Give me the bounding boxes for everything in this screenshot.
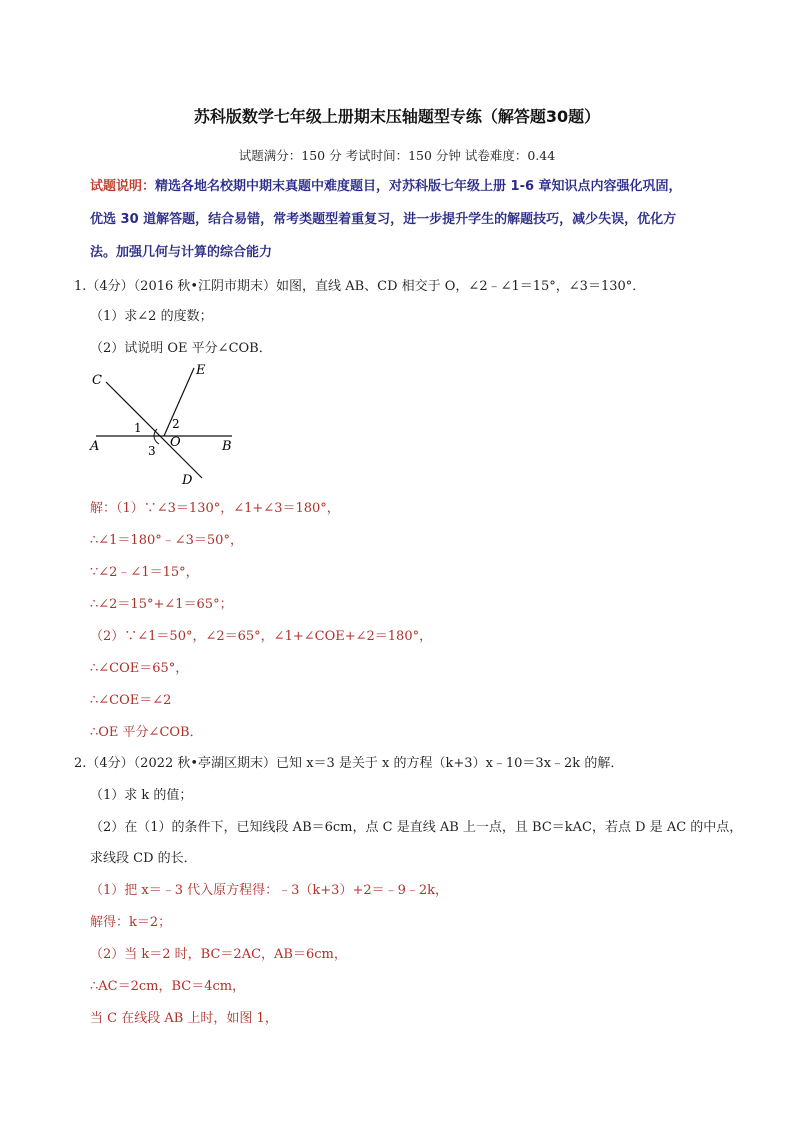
intro-line-1: 试题说明：精选各地名校期中期末真题中难度题目，对苏科版七年级上册 1-6 章知识点内容强化巩固， <box>90 179 682 194</box>
q2-answer-line: 当 C 在线段 AB 上时，如图 1， <box>90 1011 278 1026</box>
label-d: D <box>182 473 193 488</box>
q2-part1: （1）求 k 的值； <box>90 788 193 803</box>
q1-answer-line: ∴∠2＝15°+∠1＝65°； <box>90 597 233 612</box>
intro-line-3: 法。加强几何与计算的综合能力 <box>90 245 273 260</box>
document-title: 苏科版数学七年级上册期末压轴题型专练（解答题30题） <box>193 107 601 126</box>
q2-part2-cont: 求线段 CD 的长． <box>90 851 197 866</box>
q2-part2: （2）在（1）的条件下，已知线段 AB＝6cm，点 C 是直线 AB 上一点，且 BC＝kAC，若点 D 是 AC 的中点， <box>90 820 743 835</box>
q2-answer-line: ∴AC＝2cm，BC＝4cm， <box>90 979 246 994</box>
label-b: B <box>222 439 232 454</box>
q2-answer-line: （1）把 x＝﹣3 代入原方程得：﹣3（k+3）+2＝﹣9﹣2k， <box>90 883 449 898</box>
exam-intro <box>90 170 730 269</box>
q1-answer-line: ∴∠COE＝65°， <box>90 661 189 676</box>
q1-answer-line: 解：（1）∵∠3＝130°，∠1+∠3＝180°， <box>90 501 340 516</box>
angle-arc-3 <box>154 436 159 444</box>
intro-line-2: 优选 30 道解答题，结合易错，常考类题型着重复习，进一步提升学生的解题技巧，减少失误，优化方 <box>90 212 677 227</box>
label-1: 1 <box>134 421 142 435</box>
label-3: 3 <box>148 444 156 458</box>
q1-figure <box>84 360 244 490</box>
line-cd <box>106 382 202 478</box>
intro-label: 试题说明： <box>90 179 156 194</box>
exam-meta: 试题满分：150 分 考试时间：150 分钟 试卷难度：0.44 <box>238 148 556 163</box>
label-2: 2 <box>172 417 180 431</box>
label-c: C <box>92 373 102 388</box>
label-a: A <box>90 439 100 454</box>
q1-part1: （1）求∠2 的度数； <box>90 309 213 324</box>
q1-part2: （2）试说明 OE 平分∠COB． <box>90 341 272 356</box>
q1-answer-line: ∴OE 平分∠COB． <box>90 725 203 740</box>
q2-stem: 2.（4分）（2022 秋•亭湖区期末）已知 x＝3 是关于 x 的方程（k+3）x﹣10＝3x﹣2k 的解． <box>74 756 624 771</box>
q1-answer-line: ∴∠1＝180°﹣∠3＝50°， <box>90 533 243 548</box>
label-e: E <box>196 363 206 378</box>
q2-answer-line: 解得：k＝2； <box>90 915 172 930</box>
q1-answer-line: （2）∵∠1＝50°，∠2＝65°，∠1+∠COE+∠2＝180°， <box>90 629 433 644</box>
q1-answer-line: ∵∠2﹣∠1＝15°， <box>90 565 199 580</box>
q2-answer-line: （2）当 k＝2 时，BC＝2AC，AB＝6cm， <box>90 947 347 962</box>
q1-answer-line: ∴∠COE＝∠2 <box>90 693 172 708</box>
q1-stem: 1.（4分）（2016 秋•江阴市期末）如图，直线 AB、CD 相交于 O，∠2﹣∠1＝15°，∠3＝130°． <box>74 279 646 294</box>
label-o: O <box>170 435 181 450</box>
